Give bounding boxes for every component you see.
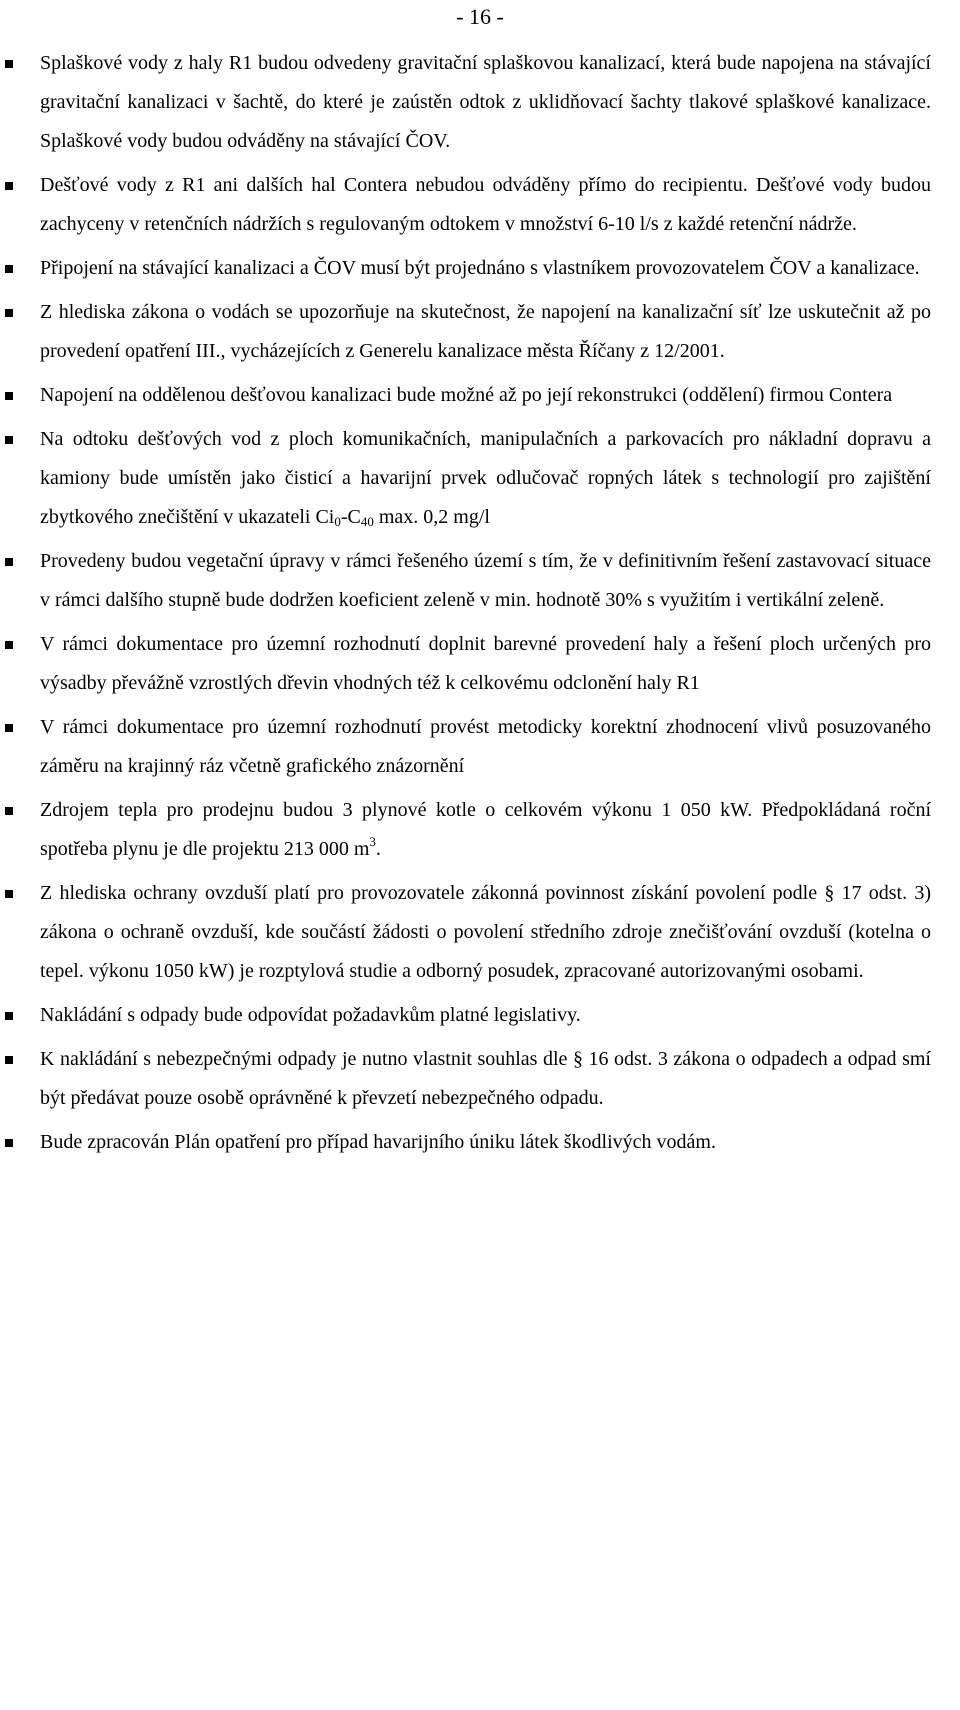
list-item-text: V rámci dokumentace pro územní rozhodnutí provést metodicky korektní zhodnocení vlivů posuzovaného záměru na krajinný ráz včetně grafického znázornění bbox=[40, 716, 931, 777]
text-segment: -C bbox=[340, 506, 361, 528]
square-bullet-icon bbox=[5, 641, 13, 649]
list-item-text: Dešťové vody z R1 ani dalších hal Contera nebudou odváděny přímo do recipientu. Dešťové vody budou zachyceny v retenčních nádržích s regulovaným odtokem v množství 6-10 l/s z každé retenční nádrže. bbox=[40, 174, 931, 235]
list-item-text: Z hlediska ochrany ovzduší platí pro provozovatele zákonná povinnost získání povolení podle § 17 odst. 3) zákona o ochraně ovzduší, kde součástí žádosti o povolení středního zdroje znečišťování ovzduší (kotelna o tepel. výkonu 1050 kW) je rozptylová studie a odborný posudek, zpracované autorizovanými osobami. bbox=[40, 882, 931, 982]
list-item bbox=[0, 249, 960, 288]
text-segment: . bbox=[375, 838, 381, 860]
list-item-text: Napojení na oddělenou dešťovou kanalizaci bude možné až po její rekonstrukci (oddělení) firmou Contera bbox=[40, 384, 893, 406]
superscript: 3 bbox=[369, 834, 376, 849]
list-item bbox=[0, 420, 960, 537]
list-item-text bbox=[40, 420, 931, 537]
square-bullet-icon bbox=[5, 60, 13, 68]
list-item-text: Provedeny budou vegetační úpravy v rámci řešeného území s tím, že v definitivním řešení zastavovací situace v rámci dalšího stupně bude dodržen koeficient zeleně v min. hodnotě 30% s využitím i vertikální zeleně. bbox=[40, 550, 931, 611]
square-bullet-icon bbox=[5, 1012, 13, 1020]
list-item bbox=[0, 542, 960, 620]
square-bullet-icon bbox=[5, 392, 13, 400]
list-item-text: Nakládání s odpady bude odpovídat požadavkům platné legislativy. bbox=[40, 1004, 581, 1026]
square-bullet-icon bbox=[5, 890, 13, 898]
list-item bbox=[0, 44, 960, 161]
square-bullet-icon bbox=[5, 182, 13, 190]
list-item bbox=[0, 166, 960, 244]
square-bullet-icon bbox=[5, 1139, 13, 1147]
square-bullet-icon bbox=[5, 265, 13, 273]
list-item-text bbox=[40, 791, 931, 869]
list-item bbox=[0, 625, 960, 703]
list-item bbox=[0, 376, 960, 415]
page-number: - 16 - bbox=[456, 4, 504, 29]
subscript: 40 bbox=[360, 514, 374, 529]
text-segment: max. 0,2 mg/l bbox=[373, 506, 490, 528]
square-bullet-icon bbox=[5, 558, 13, 566]
list-item bbox=[0, 1123, 960, 1162]
list-item bbox=[0, 874, 960, 991]
square-bullet-icon bbox=[5, 309, 13, 317]
list-item bbox=[0, 708, 960, 786]
list-item-text: Splaškové vody z haly R1 budou odvedeny gravitační splaškovou kanalizací, která bude napojena na stávající gravitační kanalizaci v šachtě, do které je zaústěn odtok z uklidňovací šachty tlakové splaškové kanalizace. Splaškové vody budou odváděny na stávající ČOV. bbox=[40, 52, 931, 152]
square-bullet-icon bbox=[5, 724, 13, 732]
square-bullet-icon bbox=[5, 807, 13, 815]
text-segment: Na odtoku dešťových vod z ploch komunikačních, manipulačních a parkovacích pro nákladní dopravu a kamiony bude umístěn jako čisticí a havarijní prvek odlučovač ropných látek s technologií pro zajištění zbytkového znečištění v ukazateli Ci bbox=[40, 428, 931, 528]
list-item-text: Bude zpracován Plán opatření pro případ havarijního úniku látek škodlivých vodám. bbox=[40, 1131, 716, 1153]
square-bullet-icon bbox=[5, 436, 13, 444]
list-item-text: Připojení na stávající kanalizaci a ČOV musí být projednáno s vlastníkem provozovatelem ČOV a kanalizace. bbox=[40, 257, 920, 279]
list-item-text: K nakládání s nebezpečnými odpady je nutno vlastnit souhlas dle § 16 odst. 3 zákona o odpadech a odpad smí být předávat pouze osobě oprávněné k převzetí nebezpečného odpadu. bbox=[40, 1048, 931, 1109]
list-item-text: Z hlediska zákona o vodách se upozorňuje na skutečnost, že napojení na kanalizační síť lze uskutečnit až po provedení opatření III., vycházejících z Generelu kanalizace města Říčany z 12/2001. bbox=[40, 301, 931, 362]
text-segment: Zdrojem tepla pro prodejnu budou 3 plynové kotle o celkovém výkonu 1 050 kW. Předpokládaná roční spotřeba plynu je dle projektu 213 000 m bbox=[40, 799, 931, 860]
list-item bbox=[0, 293, 960, 371]
subscript: 0 bbox=[334, 514, 341, 529]
conditions-list bbox=[0, 44, 960, 1167]
list-item bbox=[0, 996, 960, 1035]
list-item-text: V rámci dokumentace pro územní rozhodnutí doplnit barevné provedení haly a řešení ploch určených pro výsadby převážně vzrostlých dřevin vhodných též k celkovému odclonění haly R1 bbox=[40, 633, 931, 694]
square-bullet-icon bbox=[5, 1056, 13, 1064]
list-item bbox=[0, 1040, 960, 1118]
list-item bbox=[0, 791, 960, 869]
